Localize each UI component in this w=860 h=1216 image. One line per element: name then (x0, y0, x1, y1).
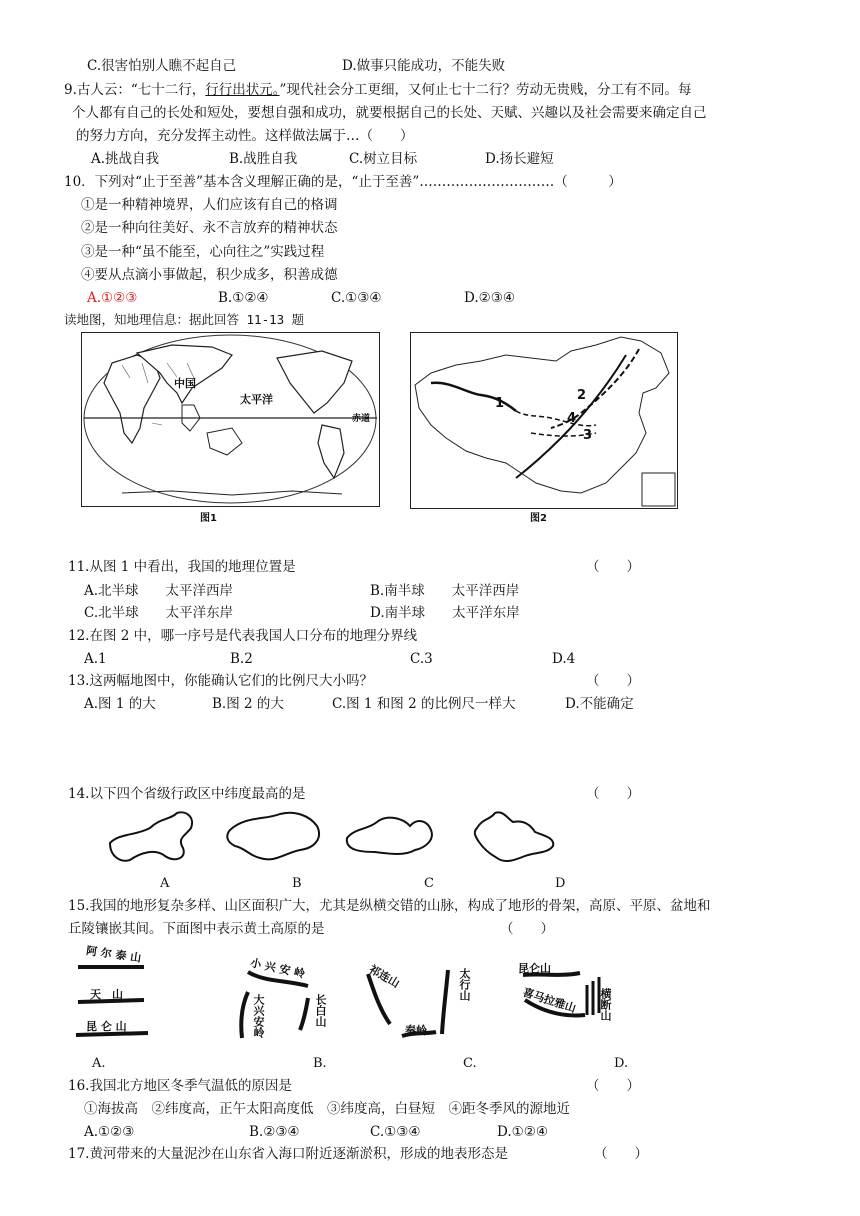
q8-option-c: C.很害怕别人瞧不起自己 (87, 58, 237, 74)
q10-option-b: B.①②④ (218, 290, 269, 306)
province-shape-a (110, 812, 192, 860)
q9-option-c: C.树立目标 (349, 151, 418, 167)
q12-stem: 12.在图 2 中，哪一序号是代表我国人口分布的地理分界线 (68, 628, 418, 644)
q15-b-mountain-2: 大兴安岭 (252, 994, 265, 1038)
q9-option-b: B.战胜自我 (229, 151, 298, 167)
q11-answer-paren: （ ） (586, 559, 640, 575)
q14-answer-paren: （ ） (586, 786, 640, 802)
q15-b-mountain-3: 长白山 (314, 994, 327, 1027)
q11-option-a: A.北半球 太平洋西岸 (84, 583, 234, 599)
q16-option-a: A.①②③ (84, 1124, 135, 1140)
q17-answer-paren: （ ） (594, 1146, 648, 1162)
q10-option-c: C.①③④ (331, 290, 382, 306)
q9-underlined-quote: 行行出状元。 (205, 82, 280, 98)
q9-line3: 的努力方向，充分发挥主动性。这样做法属于…（ ） (76, 128, 414, 144)
q15-label-d: D. (614, 1056, 629, 1071)
q15-label-a: A. (92, 1056, 106, 1071)
q15-line1: 15.我国的地形复杂多样、山区面积广大，尤其是纵横交错的山脉，构成了地形的骨架，高原、平原、盆地和 (68, 898, 711, 914)
q9-option-a: A.挑战自我 (91, 151, 160, 167)
province-shape-c (347, 818, 432, 854)
q16-option-d: D.①②④ (497, 1124, 548, 1140)
q15-a-mountain-2: 天 山 (90, 988, 123, 1001)
q14-label-b: B (292, 876, 302, 891)
q13-option-c: C.图 1 和图 2 的比例尺一样大 (332, 696, 516, 712)
q11-option-c: C.北半球 太平洋东岸 (84, 605, 234, 621)
q14-province-shapes (105, 808, 565, 870)
map1-china-label: 中国 (174, 377, 196, 390)
q12-option-b: B.2 (230, 651, 253, 667)
q10-item-3: ③是一种“虽不能至，心向往之”实践过程 (81, 244, 325, 260)
q10-option-d: D.②③④ (464, 290, 515, 306)
q15-d-mountain-1: 昆仑山 (518, 962, 551, 975)
q14-label-a: A (160, 876, 170, 891)
china-map (410, 332, 678, 509)
q9-line1: 9.古人云：“七十二行，行行出状元。”现代社会分工更细，又何止七十二行？劳动无贵贱，分工有不同。每 (64, 82, 692, 98)
q13-stem: 13.这两幅地图中，你能确认它们的比例尺大小吗？ (68, 673, 373, 689)
q13-option-d: D.不能确定 (565, 696, 634, 712)
q15-c-mountain-1: 祁连山 (366, 962, 402, 991)
world-map (81, 332, 380, 507)
q15-answer-paren: （ ） (500, 921, 554, 937)
map2-line3-label: 3 (583, 428, 593, 443)
q11-stem: 11.从图 1 中看出，我国的地理位置是 (68, 559, 296, 575)
province-shape-d (475, 812, 553, 861)
q16-answer-paren: （ ） (586, 1078, 640, 1094)
q10-item-2: ②是一种向往美好、永不言放弃的精神状态 (81, 220, 338, 236)
q16-option-b: B.②③④ (249, 1124, 300, 1140)
q15-c-mountain-2: 太行山 (458, 968, 471, 1001)
q11-option-d: D.南半球 太平洋东岸 (370, 605, 520, 621)
q10-stem: 10．下列对“止于至善”基本含义理解正确的是，“止于至善”…………………………（ ） (64, 174, 622, 190)
q8-option-d: D.做事只能成功，不能失败 (342, 58, 506, 74)
q10-option-a-answer: A.①②③ (87, 290, 138, 306)
q9-option-d: D.扬长避短 (485, 151, 554, 167)
map2-line2-label: 2 (577, 388, 587, 403)
china-map-drawing (411, 333, 677, 508)
q12-option-c: C.3 (410, 651, 433, 667)
section-intro: 读地图，知地理信息：据此回答 11-13 题 (64, 312, 305, 327)
q15-d-mountain-2: 喜马拉雅山 (521, 985, 578, 1016)
q14-label-c: C (424, 876, 434, 891)
q13-option-a: A.图 1 的大 (84, 696, 156, 712)
q9-line2: 个人都有自己的长处和短处，要想自强和成功，就要根据自己的长处、天赋、兴趣以及社会需要来确定自己 (72, 105, 707, 121)
q11-option-b: B.南半球 太平洋西岸 (370, 583, 520, 599)
q13-option-b: B.图 2 的大 (212, 696, 284, 712)
map1-equator-label: 赤道 (352, 414, 371, 424)
q15-d-mountain-3: 横断山 (599, 988, 612, 1021)
q15-b-mountain-1: 小 兴 安 岭 (249, 956, 307, 981)
map1-pacific-label: 太平洋 (240, 393, 273, 406)
q16-option-c: C.①③④ (370, 1124, 421, 1140)
map2-caption: 图2 (530, 513, 547, 524)
province-shape-b (227, 813, 319, 860)
q12-option-d: D.4 (552, 651, 576, 667)
q16-stem: 16.我国北方地区冬季气温低的原因是 (68, 1078, 292, 1094)
q13-answer-paren: （ ） (586, 673, 640, 689)
q12-option-a: A.1 (84, 651, 107, 667)
q15-a-mountain-3: 昆 仑 山 (86, 1020, 127, 1033)
q17-stem: 17.黄河带来的大量泥沙在山东省入海口附近逐渐淤积，形成的地表形态是 (68, 1146, 508, 1162)
q14-label-d: D (555, 876, 566, 891)
q14-stem: 14.以下四个省级行政区中纬度最高的是 (68, 786, 306, 802)
map2-line4-label: 4 (567, 411, 577, 426)
q15-a-mountain-1: 阿 尔 泰 山 (85, 944, 143, 965)
map1-caption: 图1 (200, 513, 217, 524)
world-map-drawing (82, 333, 379, 506)
q15-label-b: B. (313, 1056, 327, 1071)
q10-item-4: ④要从点滴小事做起，积少成多，积善成德 (81, 267, 338, 283)
q10-item-1: ①是一种精神境界，人们应该有自己的格调 (81, 197, 338, 213)
q15-line2: 丘陵镶嵌其间。下面图中表示黄土高原的是 (68, 921, 325, 937)
q15-label-c: C. (463, 1056, 477, 1071)
map2-line1-label: 1 (495, 396, 505, 411)
q15-c-mountain-3: 秦岭 (405, 1024, 427, 1037)
q16-items: ①海拔高 ②纬度高，正午太阳高度低 ③纬度高，白昼短 ④距冬季风的源地近 (84, 1101, 570, 1117)
